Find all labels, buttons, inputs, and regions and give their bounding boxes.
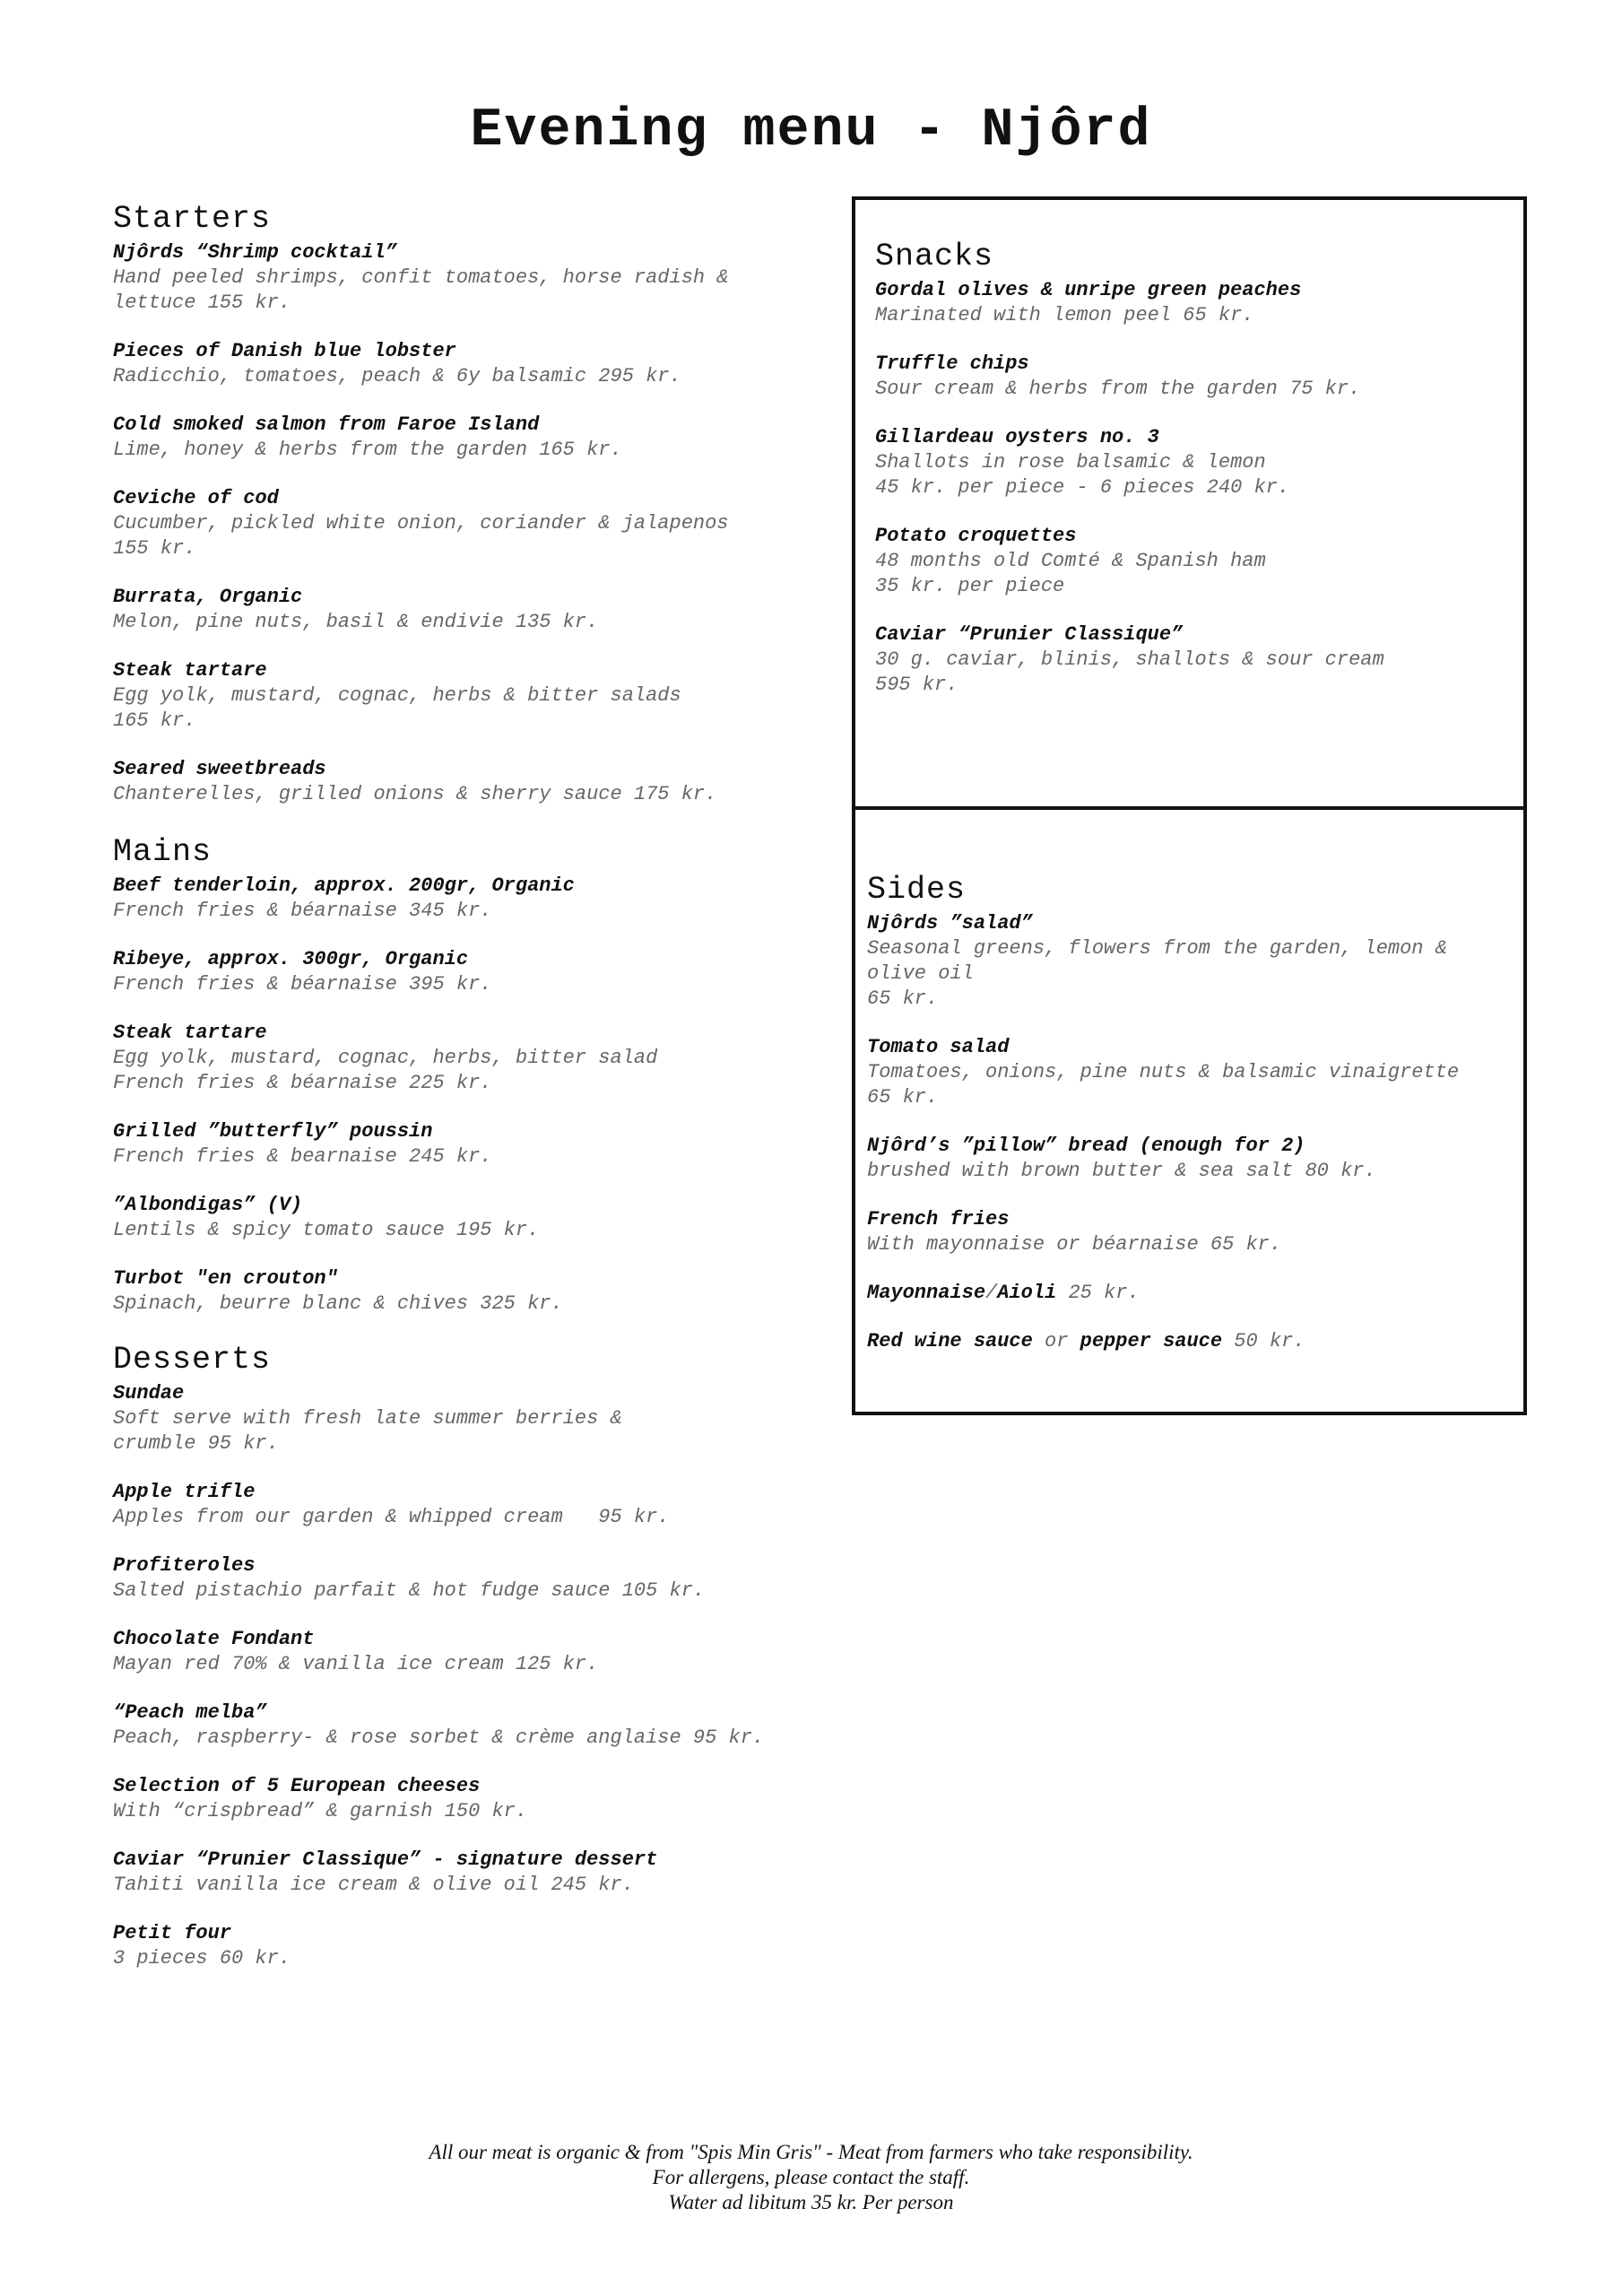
menu-item (113, 1021, 902, 1096)
menu-item-description: Melon, pine nuts, basil & endivie 135 kr. (113, 611, 599, 633)
desserts-heading: Desserts (113, 1342, 272, 1378)
menu-item-name: Petit four (113, 1922, 232, 1944)
sides-heading: Sides (867, 872, 967, 908)
desserts-list (113, 1381, 902, 1971)
menu-item-name: Steak tartare (113, 659, 267, 682)
menu-item (867, 1035, 1522, 1110)
menu-item-name: French fries (867, 1208, 1010, 1231)
sides-section (867, 872, 1522, 1378)
menu-item-description: French fries & bearnaise 245 kr. (113, 1145, 492, 1168)
menu-item-name: Cold smoked salmon from Faroe Island (113, 413, 540, 436)
mains-section (113, 834, 902, 1340)
menu-item-description: Peach, raspberry- & rose sorbet & crème anglaise 95 kr. (113, 1726, 765, 1749)
footer (0, 2140, 1622, 2215)
desserts-section (113, 1342, 902, 1995)
menu-item-description: Cucumber, pickled white onion, coriander & jalapenos 155 kr. (113, 512, 729, 560)
menu-item-description: Lentils & spicy tomato sauce 195 kr. (113, 1219, 540, 1241)
sauce-or: or (1032, 1330, 1080, 1352)
menu-item-name: Njôrds “Shrimp cocktail” (113, 241, 397, 264)
menu-item-name: “Peach melba” (113, 1701, 267, 1724)
sides-list (867, 911, 1522, 1257)
menu-item-description: Hand peeled shrimps, confit tomatoes, horse radish & lettuce 155 kr. (113, 266, 729, 314)
menu-item-description: 30 g. caviar, blinis, shallots & sour cream 595 kr. (875, 648, 1384, 696)
footer-line-allergens: For allergens, please contact the staff. (652, 2166, 970, 2188)
menu-item-name: Sundae (113, 1382, 185, 1405)
menu-item-description: Tahiti vanilla ice cream & olive oil 245 kr. (113, 1874, 634, 1896)
menu-item (113, 585, 902, 635)
pepper-sauce-label: pepper sauce (1080, 1330, 1223, 1352)
sauce-item (867, 1329, 1522, 1354)
starters-heading: Starters (113, 201, 272, 237)
menu-item-description: Chanterelles, grilled onions & sherry sauce 175 kr. (113, 783, 717, 805)
menu-item-description: Shallots in rose balsamic & lemon 45 kr. per piece - 6 pieces 240 kr. (875, 451, 1290, 499)
footer-line-water: Water ad libitum 35 kr. Per person (668, 2191, 954, 2213)
menu-item-name: Gordal olives & unripe green peaches (875, 279, 1302, 301)
mains-list (113, 874, 902, 1317)
menu-item-name: Apple trifle (113, 1481, 256, 1503)
menu-item-description: With “crispbread” & garnish 150 kr. (113, 1800, 528, 1822)
starters-list (113, 240, 902, 807)
aioli-label: Aioli (997, 1282, 1057, 1304)
menu-item (875, 425, 1503, 500)
menu-item-description: 48 months old Comté & Spanish ham 35 kr. per piece (875, 550, 1266, 597)
menu-item-description: Egg yolk, mustard, cognac, herbs & bitter salads 165 kr. (113, 684, 681, 732)
menu-item-name: Turbot "en crouton" (113, 1267, 338, 1290)
menu-item-name: Profiteroles (113, 1554, 256, 1577)
menu-item-name: Njôrds ”salad” (867, 912, 1033, 935)
menu-item (113, 658, 902, 734)
menu-item (113, 1553, 902, 1604)
starters-section (113, 201, 902, 831)
menu-item (113, 1921, 902, 1971)
menu-item-description: Salted pistachio parfait & hot fudge sauce 105 kr. (113, 1579, 706, 1602)
menu-item-name: Ceviche of cod (113, 487, 279, 509)
menu-item-description: Apples from our garden & whipped cream 95 kr. (113, 1506, 670, 1528)
menu-item (867, 1207, 1522, 1257)
menu-item-name: Njôrd’s ”pillow” bread (enough for 2) (867, 1135, 1305, 1157)
menu-item-description: French fries & béarnaise 395 kr. (113, 973, 492, 996)
menu-item (113, 1774, 902, 1824)
menu-item-name: Truffle chips (875, 352, 1029, 375)
menu-item (113, 874, 902, 924)
menu-item-description: Lime, honey & herbs from the garden 165 kr. (113, 439, 622, 461)
menu-item-description: Soft serve with fresh late summer berries & crumble 95 kr. (113, 1407, 622, 1455)
red-wine-sauce-label: Red wine sauce (867, 1330, 1033, 1352)
menu-item-description: Radicchio, tomatoes, peach & 6y balsamic 295 kr. (113, 365, 681, 387)
menu-item-name: Ribeye, approx. 300gr, Organic (113, 948, 469, 970)
menu-item-description: Sour cream & herbs from the garden 75 kr. (875, 378, 1361, 400)
menu-item (113, 1700, 902, 1751)
menu-item-description: brushed with brown butter & sea salt 80 kr. (867, 1160, 1376, 1182)
menu-item (113, 413, 902, 463)
menu-item (113, 240, 902, 316)
menu-item (113, 757, 902, 807)
mayo-price: 25 kr. (1056, 1282, 1140, 1304)
footer-line-meat: All our meat is organic & from "Spis Min Gris" - Meat from farmers who take responsibility. (429, 2141, 1193, 2163)
menu-item (867, 1134, 1522, 1184)
snacks-list (875, 278, 1503, 698)
menu-item-name: Tomato salad (867, 1036, 1010, 1058)
menu-item (113, 947, 902, 997)
menu-item-description: With mayonnaise or béarnaise 65 kr. (867, 1233, 1282, 1256)
mayonnaise-label: Mayonnaise (867, 1282, 986, 1304)
menu-item (113, 1119, 902, 1170)
menu-item-name: Potato croquettes (875, 525, 1077, 547)
page-title: Evening menu - Njôrd (470, 100, 1152, 161)
menu-item (875, 352, 1503, 402)
mains-heading: Mains (113, 834, 213, 870)
menu-item-description: Egg yolk, mustard, cognac, herbs, bitter salad French fries & béarnaise 225 kr. (113, 1047, 658, 1094)
menu-item (113, 1193, 902, 1243)
menu-item (113, 1266, 902, 1317)
menu-item-description: Tomatoes, onions, pine nuts & balsamic vinaigrette 65 kr. (867, 1061, 1460, 1109)
menu-item-description: 3 pieces 60 kr. (113, 1947, 291, 1970)
sauce-price: 50 kr. (1222, 1330, 1305, 1352)
menu-item-description: Mayan red 70% & vanilla ice cream 125 kr. (113, 1653, 599, 1675)
menu-item-name: ”Albondigas” (V) (113, 1194, 303, 1216)
mayo-separator: / (985, 1282, 998, 1304)
menu-item-name: Gillardeau oysters no. 3 (875, 426, 1159, 448)
menu-item-name: Seared sweetbreads (113, 758, 326, 780)
menu-item-description: Seasonal greens, flowers from the garden, lemon & olive oil 65 kr. (867, 937, 1447, 1010)
menu-item (875, 524, 1503, 599)
menu-item-name: Caviar “Prunier Classique” - signature dessert (113, 1848, 658, 1871)
menu-item-name: Pieces of Danish blue lobster (113, 340, 456, 362)
mayo-aioli-item (867, 1281, 1522, 1306)
menu-item-name: Grilled ”butterfly” poussin (113, 1120, 433, 1143)
menu-item-name: Beef tenderloin, approx. 200gr, Organic (113, 874, 575, 897)
menu-item (113, 1480, 902, 1530)
menu-item (113, 1627, 902, 1677)
menu-item (875, 278, 1503, 328)
menu-item-name: Steak tartare (113, 1022, 267, 1044)
snacks-section (875, 239, 1503, 721)
menu-item (867, 911, 1522, 1012)
menu-item-description: Spinach, beurre blanc & chives 325 kr. (113, 1292, 563, 1315)
menu-item-description: Marinated with lemon peel 65 kr. (875, 304, 1254, 326)
menu-item-description: French fries & béarnaise 345 kr. (113, 900, 492, 922)
menu-item-name: Selection of 5 European cheeses (113, 1775, 481, 1797)
menu-item (875, 622, 1503, 698)
snacks-heading: Snacks (875, 239, 994, 274)
menu-item (113, 339, 902, 389)
menu-item (113, 1848, 902, 1898)
menu-item (113, 1381, 902, 1457)
menu-item (113, 486, 902, 561)
menu-item-name: Caviar “Prunier Classique” (875, 623, 1184, 646)
menu-item-name: Chocolate Fondant (113, 1628, 315, 1650)
menu-item-name: Burrata, Organic (113, 586, 303, 608)
